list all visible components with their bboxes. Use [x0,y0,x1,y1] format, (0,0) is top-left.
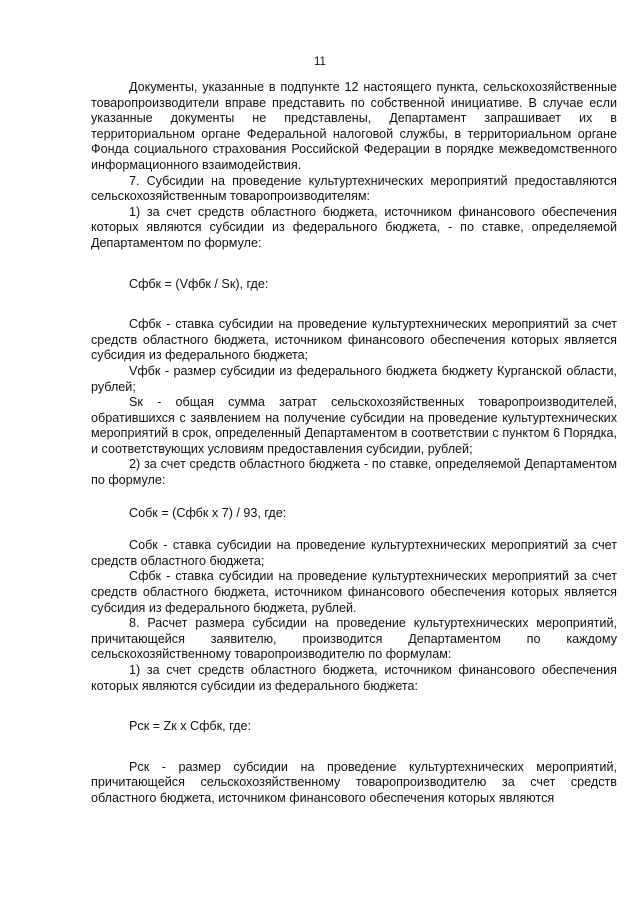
definition-rsk: Рск - размер субсидии на проведение культуртехнических мероприятий, причитающейся сельскохозяйственному товаропроизводителю за счет средств областного бюджета, источником финансового обеспечения которых являются [91,759,617,805]
paragraph-documents-initiative: Документы, указанные в подпункте 12 настоящего пункта, сельскохозяйственные товаропроизводители вправе представить по собственной инициативе. В случае если указанные документы не представлены, Департамент запрашивает их в территориальном органе Федеральной налоговой службы, в территориальном органе Фонда социального страхования Российской Федерации в порядке межведомственного информационного взаимодействия. [91,80,617,172]
paragraph-item-7: 7. Субсидии на проведение культуртехнических мероприятий предоставляются сельскохозяйственным товаропроизводителям: [91,173,617,204]
paragraph-item-8-1: 1) за счет средств областного бюджета, источником финансового обеспечения которых являются субсидии из федерального бюджета: [91,663,617,693]
page-number: 11 [314,56,326,68]
paragraph-item-7-2: 2) за счет средств областного бюджета - по ставке, определяемой Департаментом по формуле: [91,457,617,488]
definition-sfbk: Сфбк - ставка субсидии на проведение культуртехнических мероприятий за счет средств областного бюджета, источником финансового обеспечения которых является субсидия из федерального бюджета; [91,317,617,363]
definition-vfbk: Vфбк - размер субсидии из федерального бюджета бюджету Курганской области, рублей; [91,363,617,394]
document-body [91,80,617,807]
definition-sfbk-2: Сфбк - ставка субсидии на проведение культуртехнических мероприятий за счет средств областного бюджета, источником финансового обеспечения которых является субсидия из федерального бюджета, рублей. [91,569,617,615]
formula-sobk: Собк = (Сфбк х 7) / 93, где: [129,505,287,520]
formula-rsk: Рск = Zк х Сфбк, где: [129,719,251,734]
paragraph-item-8: 8. Расчет размера субсидии на проведение культуртехнических мероприятий, причитающейся заявителю, производится Департаментом по каждому сельскохозяйственному товаропроизводителю по формулам: [91,616,617,662]
formula-sfbk: Сфбк = (Vфбк / Sк), где: [129,276,269,291]
definition-sk: Sк - общая сумма затрат сельскохозяйственных товаропроизводителей, обратившихся с заявлением на получение субсидии на проведение культуртехнических мероприятий в срок, определенный Департаментом в соответствии с пунктом 6 Порядка, и соответствующих условиям предоставления субсидии, рублей; [91,395,617,456]
paragraph-item-7-1: 1) за счет средств областного бюджета, источником финансового обеспечения которых являются субсидии из федерального бюджета, - по ставке, определяемой Департаментом по формуле: [91,204,617,250]
definition-sobk: Собк - ставка субсидии на проведение культуртехнических мероприятий за счет средств областного бюджета; [91,538,617,568]
